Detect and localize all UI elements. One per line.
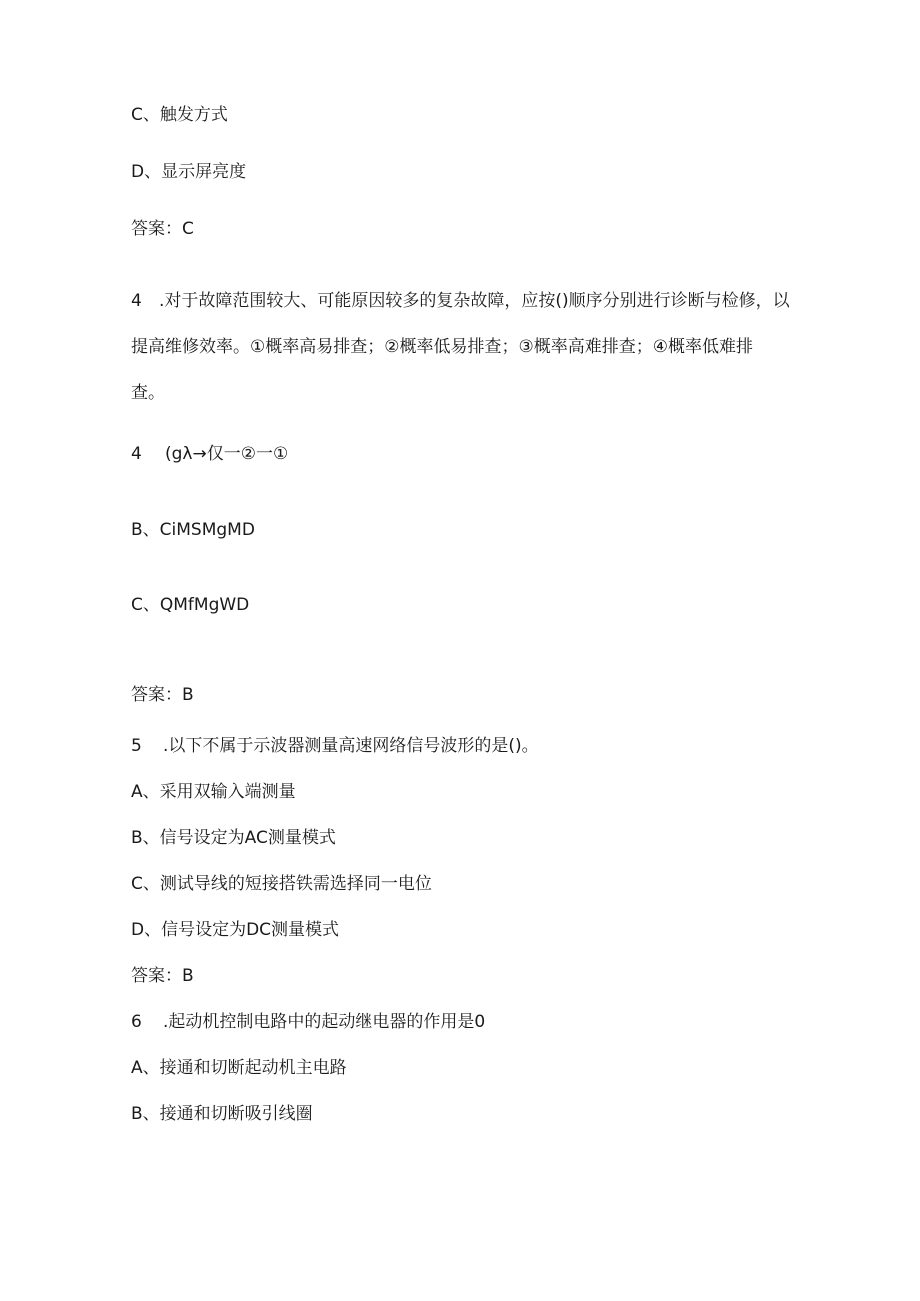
q5-stem bbox=[131, 735, 539, 757]
q6-option-b bbox=[131, 1103, 313, 1125]
q4-stem-line-2 bbox=[131, 336, 753, 358]
question-text: 提高维修效率。①概率高易排查；②概率低易排查；③概率高难排查；④概率低难排 bbox=[131, 337, 753, 357]
q4-option-b bbox=[131, 519, 255, 541]
q3-option-c bbox=[131, 104, 228, 126]
option-text: B、信号设定为AC测量模式 bbox=[131, 828, 336, 848]
question-number: 5 bbox=[131, 736, 142, 756]
answer-text: 答案：B bbox=[131, 966, 194, 986]
question-number: 6 bbox=[131, 1012, 142, 1032]
q3-option-d bbox=[131, 161, 246, 183]
answer-text: 答案：B bbox=[131, 685, 194, 705]
q4-option-a bbox=[131, 443, 288, 465]
q5-option-c bbox=[131, 873, 432, 895]
option-text: A、采用双输入端测量 bbox=[131, 782, 296, 802]
option-text: B、CiMSMgMD bbox=[131, 520, 255, 540]
option-text: C、测试导线的短接搭铁需选择同一电位 bbox=[131, 874, 432, 894]
answer-text: 答案：C bbox=[131, 219, 194, 239]
q5-option-a bbox=[131, 781, 296, 803]
option-text: C、触发方式 bbox=[131, 105, 228, 125]
question-text: .对于故障范围较大、可能原因较多的复杂故障，应按()顺序分别进行诊断与检修，以 bbox=[159, 291, 790, 311]
option-text: B、接通和切断吸引线圈 bbox=[131, 1104, 313, 1124]
option-text: D、显示屏亮度 bbox=[131, 162, 247, 182]
q4-answer bbox=[131, 684, 194, 706]
option-number: 4 bbox=[131, 444, 142, 464]
option-text: A、接通和切断起动机主电路 bbox=[131, 1058, 347, 1078]
q5-option-d bbox=[131, 919, 339, 941]
q4-stem-line-1 bbox=[131, 290, 790, 312]
q5-answer bbox=[131, 965, 194, 987]
question-text: 查。 bbox=[131, 383, 165, 403]
q5-option-b bbox=[131, 827, 336, 849]
q3-answer bbox=[131, 218, 194, 240]
question-text: .以下不属于示波器测量高速网络信号波形的是()。 bbox=[163, 736, 539, 756]
question-text: .起动机控制电路中的起动继电器的作用是0 bbox=[163, 1012, 486, 1032]
q6-stem bbox=[131, 1011, 485, 1033]
option-text: D、信号设定为DC测量模式 bbox=[131, 920, 340, 940]
question-number: 4 bbox=[131, 291, 142, 311]
option-text: (gλ→仅一②一① bbox=[165, 444, 289, 464]
q4-option-c bbox=[131, 594, 249, 616]
q4-stem-line-3 bbox=[131, 382, 165, 404]
q6-option-a bbox=[131, 1057, 347, 1079]
option-text: C、QMfMgWD bbox=[131, 595, 250, 615]
